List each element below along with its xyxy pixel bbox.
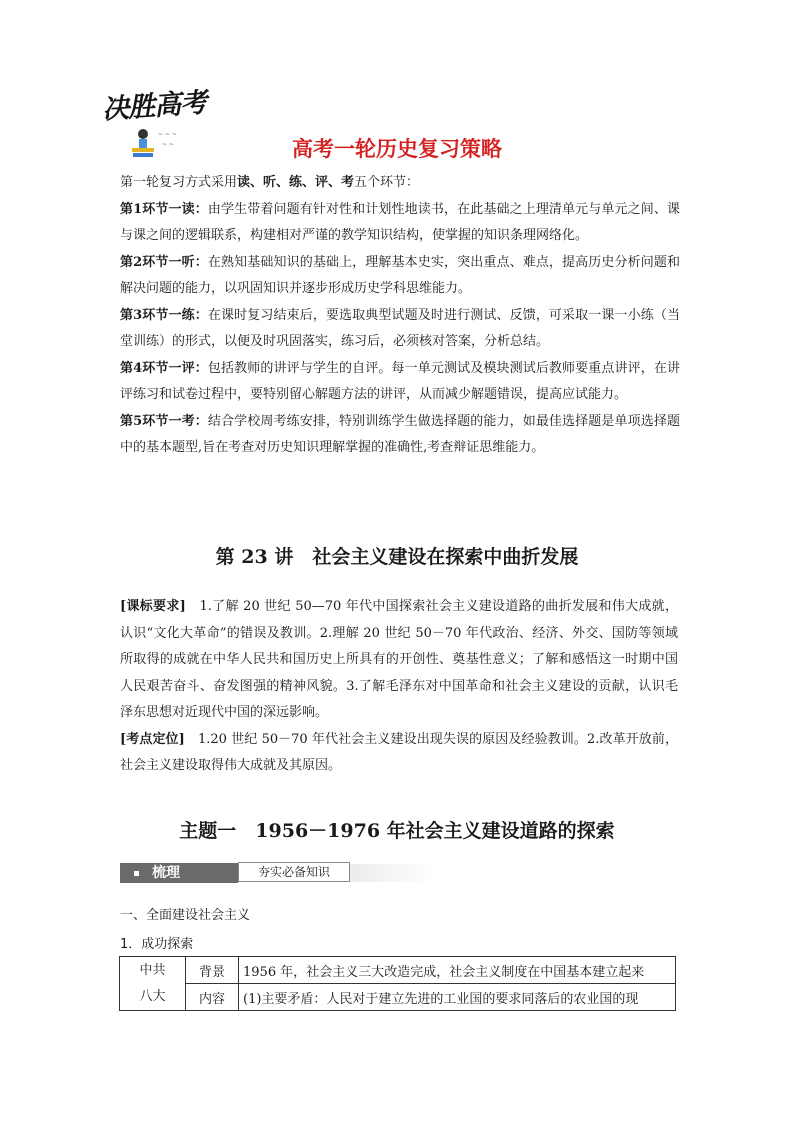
step-paragraph (120, 250, 680, 303)
table-value-cell: (1)主要矛盾：人民对于建立先进的工业国的要求同落后的农业国的现 (239, 984, 676, 1011)
table-group-cell (120, 957, 186, 1011)
content-table (119, 956, 676, 1011)
step-text: 在熟知基础知识的基础上，理解基本史实，突出重点、难点，提高历史分析问题和解决问题的能力，以巩固知识并逐步形成历史学科思维能力。 (120, 254, 680, 296)
intro-pre: 第一轮复习方式采用 (120, 175, 238, 190)
step-text: 包括教师的讲评与学生的自评。每一单元测试及模块测试后教师要重点讲评，在讲评练习和试卷过程中，要特别留心解题方法的讲评，从而减少解题错误，提高应试能力。 (120, 360, 680, 402)
banner-dark-text: 梳理 (152, 865, 180, 881)
table-key-cell: 背景 (186, 957, 239, 984)
step-label: 第2环节一听： (120, 254, 208, 270)
requirements-label: [课标要求] (120, 599, 186, 614)
requirements-text: 1.了解 20 世纪 50—70 年代中国探索社会主义建设道路的曲折发展和伟大成就，认识“文化大革命”的错误及教训。2.理解 20 世纪 50－70 年代政治、经济、外交、国防等领域所取得的成就在中华人民共和国历史上所具有的开创性、奠基性意义；了解和感悟这一时期中国人民艰苦奋斗、奋发图强的精神风貌。3.了解毛泽东对中国革命和社会主义建设的贡献，认识毛泽东思想对近现代中国的深远影响。 (120, 599, 678, 720)
exam-points-label: [考点定位] (120, 731, 185, 747)
svg-text:~ ~: ~ ~ (162, 141, 174, 148)
logo-text: 决胜高考 (101, 87, 208, 126)
table-row (120, 984, 676, 1011)
square-bullet-icon (134, 871, 139, 876)
step-label: 第4环节一评： (120, 360, 208, 376)
step-paragraph (120, 356, 680, 409)
banner-light-label: 夯实必备知识 (238, 862, 350, 882)
step-paragraph (120, 303, 680, 356)
banner-dark-label (120, 863, 238, 883)
group-label: 中共 八大 (139, 962, 166, 1004)
step-paragraph (120, 197, 680, 250)
page-title: 高考一轮历史复习策略 (292, 137, 502, 161)
step-label: 第5环节一考： (120, 413, 208, 429)
table-key-cell: 内容 (186, 984, 239, 1011)
exam-points-text: 1.20 世纪 50－70 年代社会主义建设出现失误的原因及经验教训。2.改革开放前，社会主义建设取得伟大成就及其原因。 (120, 731, 678, 773)
subsection-heading: 1．成功探索 (120, 937, 194, 952)
svg-text:~ ~ ~: ~ ~ ~ (158, 131, 177, 138)
step-text: 结合学校周考练安排，特别训练学生做选择题的能力，如最佳选择题是单项选择题中的基本题型,旨在考查对历史知识理解掌握的准确性,考查辩证思维能力。 (120, 413, 680, 455)
strategy-intro (120, 170, 680, 197)
exam-points (120, 727, 678, 780)
section-banner (120, 860, 436, 886)
intro-post: 五个环节： (354, 175, 420, 190)
step-text: 在课时复习结束后，要选取典型试题及时进行测试、反馈，可采取一课一小练（当堂训练）的形式，以便及时巩固落实，练习后，必须核对答案，分析总结。 (120, 307, 680, 349)
step-label: 第1环节一读： (120, 201, 208, 217)
step-label: 第3环节一练： (120, 307, 208, 323)
intro-bold: 读、听、练、评、考 (237, 175, 355, 190)
lecture-title: 第 23 讲 社会主义建设在探索中曲折发展 (215, 546, 579, 568)
strategy-section (120, 170, 680, 462)
requirements-section (120, 594, 678, 780)
table-value-cell: 1956 年，社会主义三大改造完成，社会主义制度在中国基本建立起来 (239, 957, 676, 984)
topic-title: 主题一 1956－1976 年社会主义建设道路的探索 (179, 820, 615, 842)
curriculum-requirements (120, 594, 678, 727)
section-heading: 一、全面建设社会主义 (120, 908, 251, 923)
step-text: 由学生带着问题有针对性和计划性地读书，在此基础之上理清单元与单元之间、课与课之间的逻辑联系，构建相对严谨的教学知识结构，使掌握的知识条理网络化。 (120, 201, 680, 243)
table-row (120, 957, 676, 984)
step-paragraph (120, 409, 680, 462)
